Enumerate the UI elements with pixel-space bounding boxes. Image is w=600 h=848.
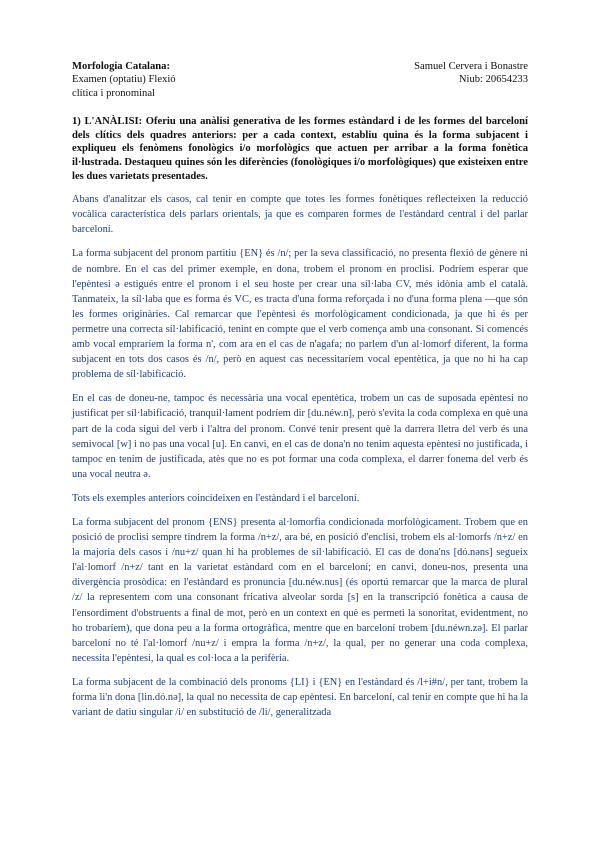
- document-page: [72, 60, 528, 729]
- exam-title-line-2: clítica i pronominal: [72, 87, 155, 99]
- answer-paragraph-3: En el cas de doneu-ne, tampoc és necessària una vocal epentètica, trobem un cas de suposada epèntesi no justificat per síl·labificació, tranquil·lament podríem dir [du.néw.n], però s'evita la coda complexa en què una part de la coda sigui del verb i l'altra del pronom. Convé tenir present què la darrera lletra del verb és una semivocal [w] i no pas una vocal [u]. En canvi, en el cas de dona'n no tenim aquesta epèntesi no justificada, i tampoc en tenim de justificada, atès que no es pot formar una coda complexa, el darrer fonema del verb és una vocal neutra ə.: [72, 393, 528, 480]
- answer-paragraph-5: La forma subjacent del pronom {ENS} presenta al·lomorfia condicionada morfològicament. Trobem que en posició de proclisi sempre tindrem la forma /n+z/, ara bé, en posició d'enclisi, trobem els al·lomorfs /n+z/ en la majoria dels casos i /nu+z/ quan hi ha problemes de síl·labificació. El cas de dona'ns [dó.nəns] segueix l'al·lomorf /n+z/ tant en la varietat estàndard com en el barceloní; en canvi, doneu-nos, presenta una divergència prosòdica: en l'estàndard es pronuncia [du.néw.nus] (és oportú remarcar que la marca de plural /z/ la representem com una consonant fricativa alveolar sorda [s] en la transcripció fonètica a causa de l'ensordiment d'obstruents a final de mot, però en un context en què es permeti la sonoritat, evidentment, no ho trobaríem), que dona peu a la forma ortogràfica, mentre que en barceloní trobem [du.néwn.zə]. El parlar barceloní no té l'al·lomorf /nu+z/ i empra la forma /n+z/, la qual, per no generar una coda complexa, necessita l'epèntesi, la qual es col·loca a la perifèria.: [72, 516, 528, 664]
- answer-paragraph-1: Abans d'analitzar els casos, cal tenir en compte que totes les formes fonètiques reflecteixen la reducció vocàlica característica dels parlars orientals, ja que es comparen formes de l'estàndard central i del parlar barceloní.: [72, 194, 528, 236]
- header-right: [414, 60, 528, 100]
- author-name: Samuel Cervera i Bonastre: [414, 61, 528, 72]
- answer-paragraph-4: Tots els exemples anteriors coincideixen en l'estàndard i el barceloní.: [72, 492, 360, 504]
- header-left: [72, 60, 322, 100]
- student-id: Niub: 20654233: [458, 74, 528, 86]
- answer-body: [72, 192, 528, 720]
- course-title: Morfologia Catalana:: [72, 61, 170, 72]
- question-prompt: 1) L'ANÀLISI: Oferiu una anàlisi generativa de les formes estàndard i de les formes del barceloní dels clítics dels quadres anteriors: per a cada context, establiu quina és la forma subjacent i expliqueu els fenòmens fonològics i/o morfològics que actuen per arribar a la forma fonètica il·lustrada. Destaqueu quines són les diferències (fonològiques i/o morfològiques) que existeixen entre les dues varietats presentades.: [72, 116, 528, 182]
- exam-title-line-1: Examen (optatiu) Flexió: [72, 74, 176, 86]
- document-header: [72, 60, 528, 100]
- answer-paragraph-2: La forma subjacent del pronom partitiu {EN} és /n/; per la seva classificació, no presenta flexió de gènere ni de nombre. En el cas del primer exemple, en dona, trobem el pronom en proclisi. Podríem esperar que l'epèntesi ə estigués entre el pronom i el seu hoste per crear una síl·laba CV, més idònia amb el català. Tanmateix, la síl·laba que es forma és VC, es tracta d'una forma reforçada i no d'una forma plena —que són les formes originàries. Cal remarcar que l'epèntesi és morfològicament condicionada, ja que hi és per permetre una correcta síl·labificació, tenint en compte que el verb comença amb una consonant. Si comencés amb vocal empraríem la forma n', com ara en el cas de n'agafa; no parlem d'un al·lomorf diferent, la forma subjacent en tots dos casos és /n/, però en aquest cas necessitaríem vocal epentètica, ja que no hi ha cap problema de síl·labificació.: [72, 248, 528, 381]
- answer-paragraph-6: La forma subjacent de la combinació dels pronoms {LI} i {EN} en l'estàndard és /l+i#n/, per tant, trobem la forma li'n dona [lin.dó.nə], la qual no necessita de cap epèntesi. En barceloní, cal tenir en compte que hi ha la variant de datiu singular /i/ en substitució de /li/, generalitzada: [72, 676, 528, 719]
